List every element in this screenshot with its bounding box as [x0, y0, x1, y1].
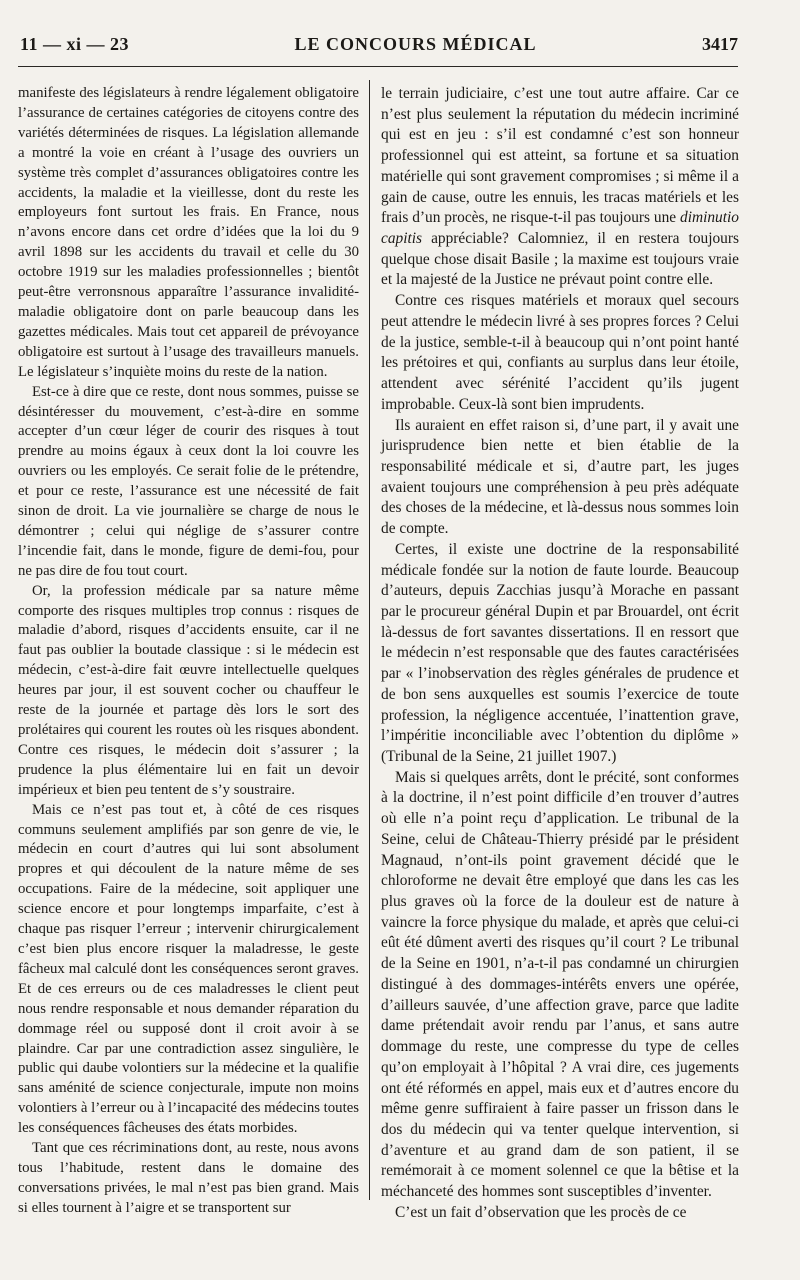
paragraph: Mais si quelques arrêts, dont le précité, sont conformes à la doctrine, il n’est point difficile d’en trouver d’autres où elle n’a point reçu d’application. Le tribunal de la Seine, celui de Château-Thierry présidé par le président Magnaud, n’ont-ils point gravement décidé que le chloroforme ne devait être employé que dans les cas les plus graves où la force de la douleur est de nature à vaincre la force physique du malade, et après que celui-ci eût été dûment averti des risques qu’il court ? Le tribunal de la Seine en 1901, n’a-t-il pas condamné un chirurgien distingué à des dommages-intérêts envers une opérée, d’ailleurs sauvée, d’une affection grave, parce que ladite dame prétendait avoir rendu par l’anus, et sans autre dommage du reste, une compresse du type de celles qu’on employait à l’hôpital ? A vrai dire, ces jugements ont été réformés en appel, mais eux et d’autres encore du même genre suffiraient à faire passer un frisson dans le dos du médecin qui va tenter quelque intervention, si d’aventure et au grand dam de son patient, il se remémorait à ce moment solennel ce que la bêtise et la méchanceté des hommes sont susceptibles d’inventer. [381, 768, 739, 1201]
running-header [20, 34, 738, 60]
page-number: 3417 [701, 34, 738, 54]
paragraph: Or, la profession médicale par sa nature même comporte des risques multiples trop connus : risques de maladie d’abord, risques d’accidents ensuite, car il ne faut pas oublier la boutade classique : si le médecin est médecin, c’est-à-dire fait œuvre intellectuelle quelques heures par jour, il est souvent cocher ou chauffeur le reste de la journée et partage dès lors le sort des prolétaires qui courent les routes où les risques abondent. Contre ces risques, le médecin doit s’assurer ; la prudence la plus élémentaire lui en fait un devoir impérieux et bien peu tentent de s’y soustraire. [18, 582, 359, 798]
paragraph: Est-ce à dire que ce reste, dont nous sommes, puisse se désintéresser du mouvement, c’est-à-dire en somme accepter d’un cœur léger de courir des risques à tout prendre au moins égaux à ceux dont la loi couvre les ouvriers ou les employés. Ce serait folie de le prétendre, et pour ce reste, l’assurance est une nécessité de fait sinon de droit. La vie journalière se charge de nous le démontrer ; celui qui néglige de s’assurer contre l’incendie fait, dans le monde, figure de demi-fou, pour ne pas dire de fou tout court. [18, 383, 359, 579]
paragraph: C’est un fait d’observation que les procès de ce [395, 1203, 687, 1221]
paragraph: Mais ce n’est pas tout et, à côté de ces risques communs seulement amplifiés par son genre de vie, le médecin en court d’autres qui lui sont absolument propres et qui découlent de la nature même de ses occupations. Faire de la médecine, soit appliquer une science encore et pour longtemps imparfaite, c’est à chaque pas risquer l’erreur ; intervenir chirurgicalement c’est bien plus encore risquer la maladresse, le geste fâcheux mal calculé dont les conséquences seront graves. Et de ces erreurs ou de ces maladresses le client peut nous rendre responsable et nous demander réparation du dommage réel ou supposé dont il croit avoir à se plaindre. Car par une contradiction assez singulière, le public qui daube volontiers sur la médecine et la qualifie sans aménité de science conjecturale, impute non moins volontiers à l’erreur ou à l’incapacité des médecins toutes les conséquences fâcheuses des états morbides. [18, 801, 360, 1137]
column-divider [369, 80, 370, 1200]
left-column [18, 84, 359, 1219]
journal-title: LE CONCOURS MÉDICAL [294, 34, 537, 54]
header-rule [18, 66, 738, 67]
issue-date: 11 — xi — 23 [20, 34, 130, 54]
paragraph: Certes, il existe une doctrine de la responsabilité médicale fondée sur la notion de faute lourde. Beaucoup d’auteurs, depuis Zacchias jusqu’à Morache en passant par le procureur général Dupin et par Brouardel, ont écrit là-dessus de fort savantes dissertations. Il en ressort que le médecin n’est responsable que des fautes caractérisées par « l’inobservation des règles générales de prudence et de bon sens auxquelles est soumis l’exercice de toute profession, la négligence accentuée, l’inattention grave, l’impéritie inconciliable avec l’obtention du diplôme » (Tribunal de la Seine, 21 juillet 1907.) [381, 540, 739, 765]
paragraph: le terrain judiciaire, c’est une tout autre affaire. Car ce n’est plus seulement la réputation du médecin incriminé qui est en jeu : s’il est condamné c’est son honneur professionnel qui est atteint, sa fortune et sa situation matérielle qui sont gravement compromises ; si même il a gain de cause, outre les ennuis, les tracas matériels et les frais d’un procès, ne risque-t-il pas toujours une diminutio capitis appréciable? Calomniez, il en restera toujours quelque chose disait Basile ; la maxime est toujours vraie et la majesté de la Justice ne prévaut point contre elle. [381, 85, 739, 289]
paragraph: Ils auraient en effet raison si, d’une part, il y avait une jurisprudence bien nette et bien établie de la responsabilité médicale et si, d’autre part, les juges avaient toujours une compréhension à peu près adéquate des choses de la médecine, et là-dessus nous sommes loin de compte. [381, 416, 739, 538]
paragraph: Tant que ces récriminations dont, au reste, nous avons tous l’habitude, restent dans le domaine des conversations privées, le mal n’est pas bien grand. Mais si elles tournent à l’aigre et se transportent sur [18, 1140, 359, 1216]
paragraph: Contre ces risques matériels et moraux quel secours peut attendre le médecin livré à ses propres forces ? Celui de la justice, semble-t-il à beaucoup qui n’ont point hanté les prétoires et qui, confiants au surplus dans leur étoile, attendent avec sérénité l’accident qu’ils jugent improbable. Ceux-là sont bien imprudents. [381, 292, 739, 413]
paragraph: manifeste des législateurs à rendre légalement obligatoire l’assurance de certaines catégories de citoyens contre des variétés déterminées de risques. La législation allemande a montré la voie en créant à l’usage des ouvriers un système très complet d’assurances obligatoires contre les accidents, la maladie et la vieillesse, dont du reste les employeurs font surtout les frais. En France, nous n’avons encore dans cet ordre d’idées que la loi du 9 avril 1898 sur les accidents du travail et celle du 30 octobre 1919 sur les maladies professionnelles ; bientôt peut-être verronsnous apparaître l’assurance invalidité-maladie obligatoire dont on parle beaucoup dans les gazettes médicales. Mais tout cet appareil de prévoyance obligatoire est surtout à l’usage des travailleurs manuels. Le législateur s’inquiète moins du reste de la nation. [18, 85, 359, 380]
right-column [381, 84, 739, 1224]
latin-phrase: diminutio capitis [381, 209, 739, 248]
